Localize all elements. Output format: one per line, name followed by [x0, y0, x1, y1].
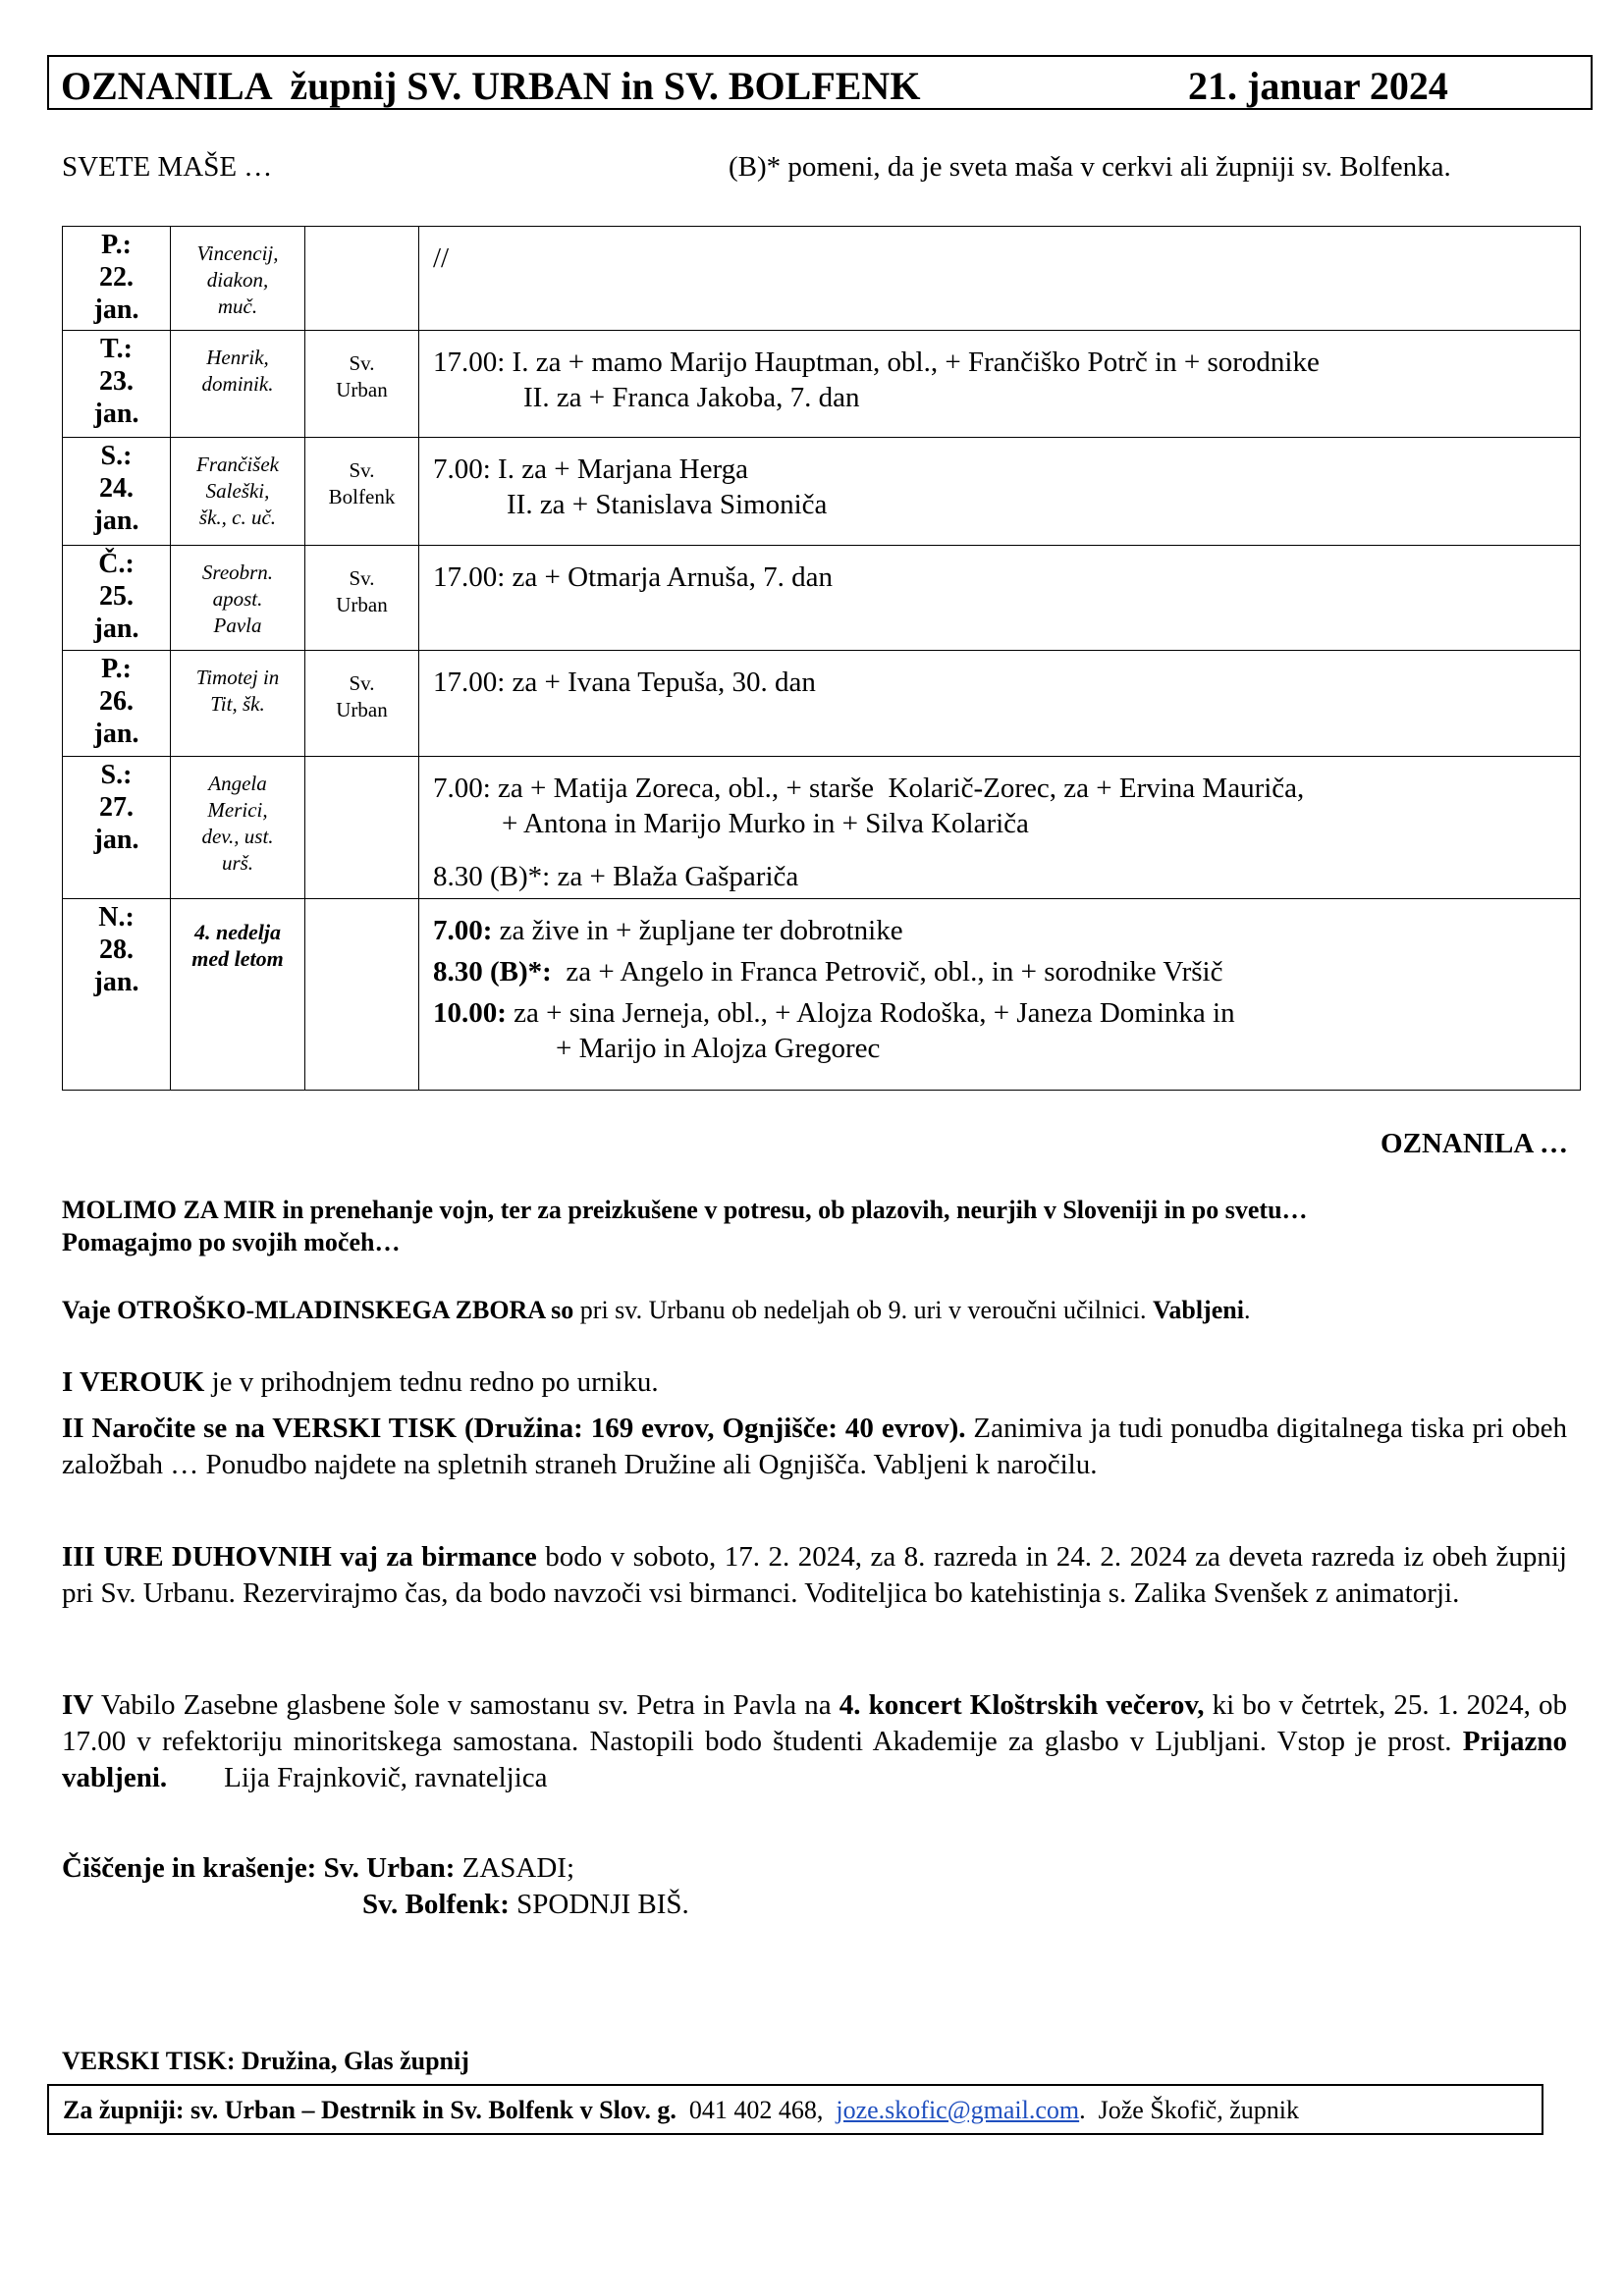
mass-line: 17.00: I. za + mamo Marijo Hauptman, obl., + Frančiško Potrč in + sorodnike — [433, 347, 1320, 378]
mass-line: + Marijo in Alojza Gregorec — [556, 1033, 881, 1064]
day-cell: S.: 27. jan. — [63, 757, 171, 899]
church-cell — [305, 757, 419, 899]
saint-cell: Frančišek Saleški, šk., c. uč. — [171, 438, 305, 546]
announcement-item-2: II Naročite se na VERSKI TISK (Družina: 169 evrov, Ognjišče: 40 evrov). Zanimiva ja tudi ponudba digitalnega tiska pri obeh založbah … Ponudbo najdete na spletnih straneh Družine ali Ognjišča. Vabljeni k naročilu. — [62, 1413, 1568, 1480]
masses-label: SVETE MAŠE … — [62, 151, 273, 183]
mass-line: + Antona in Marijo Murko in + Silva Kolariča — [502, 808, 1029, 839]
church-cell — [305, 227, 419, 331]
mass-intentions-cell — [419, 331, 1581, 438]
schedule-row — [63, 331, 1581, 438]
saint-cell: Vincencij, diakon, muč. — [171, 227, 305, 331]
mass-line: 17.00: za + Ivana Tepuša, 30. dan — [433, 667, 816, 698]
saint-cell: Henrik, dominik. — [171, 331, 305, 438]
peace-line-2: Pomagajmo po svojih močeh… — [62, 1228, 401, 1256]
mass-line: // — [433, 242, 450, 274]
cleaning-schedule: Čiščenje in krašenje: Sv. Urban: ZASADI; Sv. Bolfenk: SPODNJI BIŠ. — [62, 1852, 689, 1920]
church-cell: Sv. Urban — [305, 651, 419, 757]
schedule-row — [63, 227, 1581, 331]
mass-schedule-table — [62, 226, 1581, 1091]
bulletin-date: 21. januar 2024 — [1188, 64, 1448, 108]
church-cell — [305, 899, 419, 1091]
church-cell: Sv. Urban — [305, 331, 419, 438]
mass-intentions-cell — [419, 546, 1581, 651]
peace-line-1: MOLIMO ZA MIR in prenehanje vojn, ter za preizkušene v potresu, ob plazovih, neurjih v Sloveniji in po svetu… — [62, 1196, 1308, 1224]
email-link[interactable]: joze.skofic@gmail.com — [836, 2096, 1080, 2124]
press-notice: VERSKI TISK: Družina, Glas župnij — [62, 2047, 469, 2075]
mass-intentions-cell — [419, 227, 1581, 331]
choir-notice: Vaje OTROŠKO-MLADINSKEGA ZBORA so pri sv. Urbanu ob nedeljah ob 9. uri v veroučni učilnici. Vabljeni. — [62, 1296, 1251, 1324]
day-cell: N.: 28. jan. — [63, 899, 171, 1091]
announcement-item-4: IV Vabilo Zasebne glasbene šole v samostanu sv. Petra in Pavla na 4. koncert Kloštrskih večerov, ki bo v četrtek, 25. 1. 2024, ob 17.00 v refektoriju minoritskega samostana. Nastopili bodo študenti Akademije za glasbo v Ljubljani. Vstop je prost. Prijazno vabljeni. Lija Frajnkovič, ravnateljica — [62, 1689, 1567, 1793]
day-cell: P.: 22. jan. — [63, 227, 171, 331]
church-cell: Sv. Urban — [305, 546, 419, 651]
announcements-heading: OZNANILA … — [1380, 1128, 1568, 1159]
announcement-item-3: III URE DUHOVNIH vaj za birmance bodo v soboto, 17. 2. 2024, za 8. razreda in 24. 2. 2024 za deveta razreda iz obeh župnij pri Sv. Urbanu. Rezervirajmo čas, da bodo navzoči vsi birmanci. Voditeljica bo katehistinja s. Zalika Svenšek z animatorji. — [62, 1541, 1567, 1609]
announcement-item-1: I VEROUK je v prihodnjem tednu redno po urniku. — [62, 1366, 659, 1398]
schedule-row — [63, 438, 1581, 546]
saint-cell: Angela Merici, dev., ust. urš. — [171, 757, 305, 899]
mass-line: 7.00: I. za + Marjana Herga — [433, 454, 748, 485]
mass-line: 8.30 (B)*: za + Blaža Gašpariča — [433, 861, 799, 892]
mass-intentions-cell — [419, 438, 1581, 546]
mass-line: 7.00: za + Matija Zoreca, obl., + starše Kolarič-Zorec, za + Ervina Mauriča, — [433, 773, 1305, 804]
mass-intentions-cell — [419, 757, 1581, 899]
day-cell: P.: 26. jan. — [63, 651, 171, 757]
saint-cell: 4. nedelja med letom — [171, 899, 305, 1091]
mass-intentions-cell — [419, 899, 1581, 1091]
mass-line: II. za + Franca Jakoba, 7. dan — [523, 382, 860, 413]
saint-cell: Timotej in Tit, šk. — [171, 651, 305, 757]
mass-line: 17.00: za + Otmarja Arnuša, 7. dan — [433, 561, 833, 593]
mass-intentions-cell — [419, 651, 1581, 757]
schedule-row — [63, 651, 1581, 757]
day-cell: T.: 23. jan. — [63, 331, 171, 438]
day-cell: S.: 24. jan. — [63, 438, 171, 546]
schedule-row — [63, 757, 1581, 899]
contact-footer: Za župniji: sv. Urban – Destrnik in Sv. Bolfenk v Slov. g. 041 402 468, joze.skofic@gmail.com. Jože Škofič, župnik — [47, 2084, 1543, 2135]
header-box — [47, 55, 1593, 110]
page-title: OZNANILA župnij SV. URBAN in SV. BOLFENK — [61, 64, 921, 108]
saint-cell: Sreobrn. apost. Pavla — [171, 546, 305, 651]
peace-prayer — [62, 1194, 1567, 1258]
church-cell: Sv. Bolfenk — [305, 438, 419, 546]
mass-line: II. za + Stanislava Simoniča — [507, 489, 828, 520]
day-cell: Č.: 25. jan. — [63, 546, 171, 651]
schedule-row — [63, 546, 1581, 651]
mass-line: 10.00: za + sina Jerneja, obl., + Alojza Rodoška, + Janeza Dominka in — [433, 997, 1235, 1029]
mass-line: 8.30 (B)*: za + Angelo in Franca Petrovič, obl., in + sorodnike Vršič — [433, 956, 1223, 988]
schedule-row — [63, 899, 1581, 1091]
mass-line: 7.00: za žive in + župljane ter dobrotnike — [433, 915, 903, 946]
legend-note: (B)* pomeni, da je sveta maša v cerkvi ali župniji sv. Bolfenka. — [729, 151, 1451, 183]
